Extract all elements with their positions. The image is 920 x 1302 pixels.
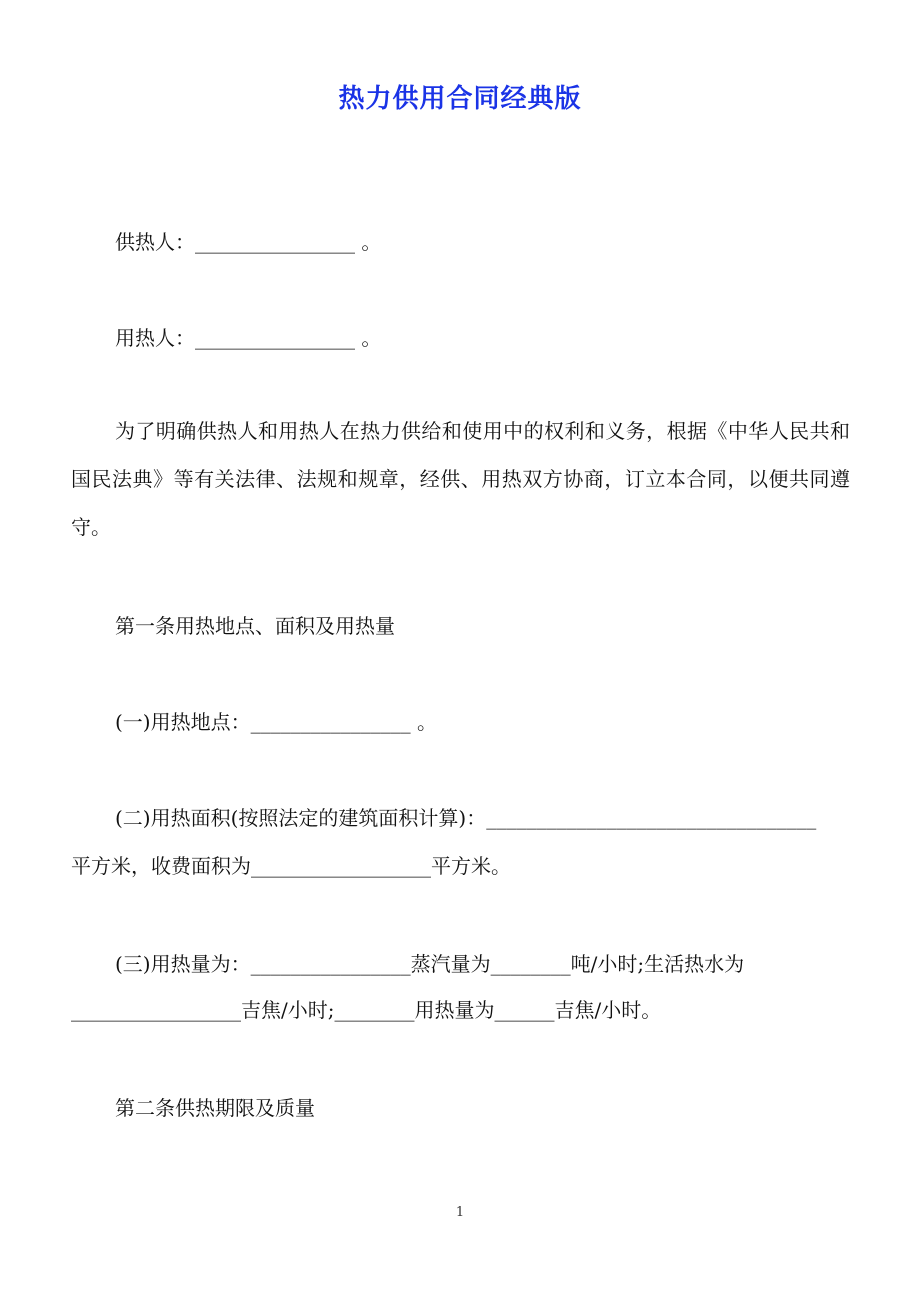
user-line: 用热人：________________ 。 (115, 326, 382, 350)
document-title: 热力供用合同经典版 (338, 84, 582, 114)
item3-heat-line1: (三)用热量为：________________蒸汽量为________吨/小时;生活热水为 (115, 952, 745, 976)
item2-area-line1: (二)用热面积(按照法定的建筑面积计算)：_________________________________ (115, 806, 817, 830)
article1-heading: 第一条用热地点、面积及用热量 (115, 614, 395, 638)
article2-heading: 第二条供热期限及质量 (115, 1096, 315, 1120)
page-number: 1 (455, 1205, 465, 1220)
item2-area-line2: 平方米，收费面积为__________________平方米。 (71, 854, 511, 878)
intro-paragraph: 为了明确供热人和用热人在热力供给和使用中的权利和义务，根据《中华人民共和国民法典》等有关法律、法规和规章，经供、用热双方协商，订立本合同，以便共同遵守。 (71, 419, 850, 539)
supplier-line: 供热人：________________ 。 (115, 230, 382, 254)
item3-heat-line2: _________________吉焦/小时;________用热量为______吉焦/小时。 (71, 998, 662, 1022)
item1-location: (一)用热地点：________________ 。 (115, 710, 437, 734)
